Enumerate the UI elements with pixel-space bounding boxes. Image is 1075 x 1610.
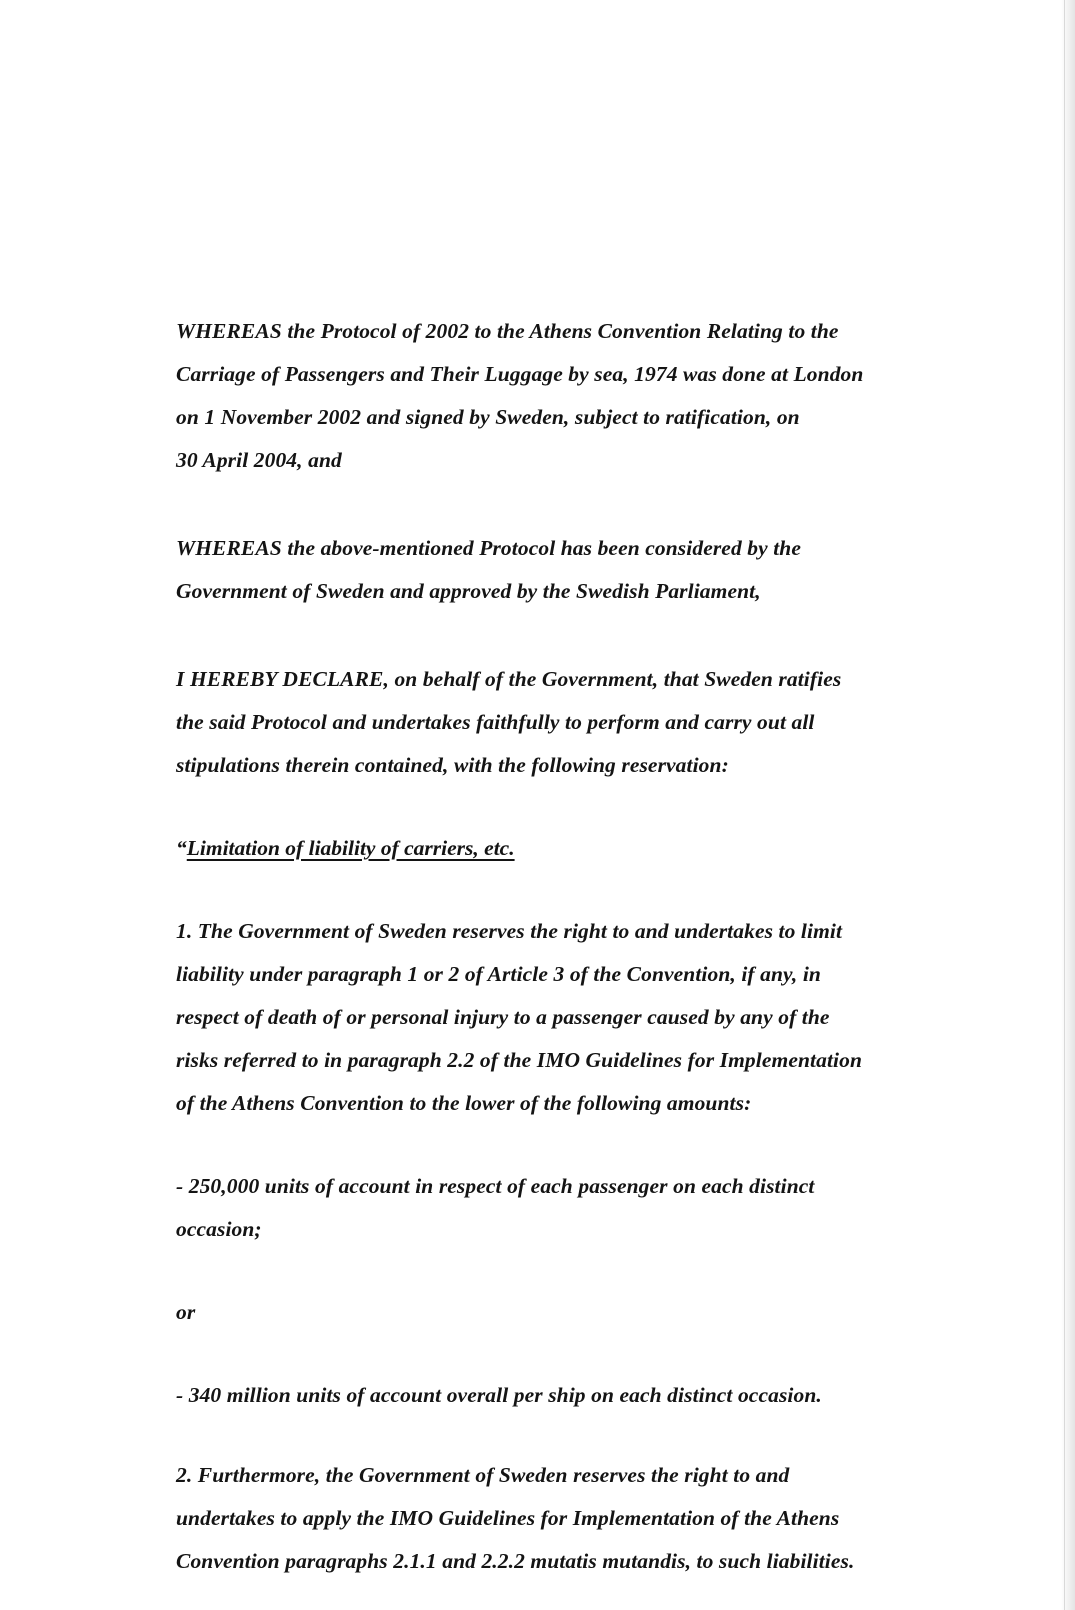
text-line: I HEREBY DECLARE, on behalf of the Government, that Sweden ratifies [176,667,842,691]
text-line: respect of death of or personal injury to a passenger caused by any of the [176,1005,830,1029]
text-line: - 250,000 units of account in respect of each passenger on each distinct [176,1174,815,1198]
text-line: - 340 million units of account overall per ship on each distinct occasion. [176,1383,822,1407]
text-line: Carriage of Passengers and Their Luggage by sea, 1974 was done at London [176,362,864,386]
text-line: the said Protocol and undertakes faithfully to perform and carry out all [176,710,815,734]
text-line: Convention paragraphs 2.1.1 and 2.2.2 mutatis mutandis, to such liabilities. [176,1549,855,1573]
opening-quote: “ [176,836,187,860]
text-line: undertakes to apply the IMO Guidelines for Implementation of the Athens [176,1506,840,1530]
text-line: occasion; [176,1217,262,1241]
whereas-protocol-paragraph [176,310,946,482]
document-body [176,310,946,1583]
text-line: liability under paragraph 1 or 2 of Article 3 of the Convention, if any, in [176,962,821,986]
text-line: WHEREAS the Protocol of 2002 to the Athens Convention Relating to the [176,319,839,343]
text-line: of the Athens Convention to the lower of the following amounts: [176,1091,752,1115]
text-line: 2. Furthermore, the Government of Sweden reserves the right to and [176,1463,790,1487]
amount-option-2 [176,1374,946,1417]
text-line: on 1 November 2002 and signed by Sweden, subject to ratification, on [176,405,800,429]
reservation-item-2 [176,1454,946,1583]
reservation-item-1 [176,910,946,1125]
text-line: or [176,1300,196,1324]
or-separator [176,1291,946,1334]
page-edge-line [1064,0,1065,1610]
declaration-paragraph [176,658,946,787]
text-line: WHEREAS the above-mentioned Protocol has been considered by the [176,536,802,560]
text-line: 1. The Government of Sweden reserves the right to and undertakes to limit [176,919,843,943]
text-line: stipulations therein contained, with the following reservation: [176,753,729,777]
reservation-heading [176,827,946,870]
text-line: 30 April 2004, and [176,448,342,472]
heading-text: Limitation of liability of carriers, etc. [186,836,515,860]
amount-option-1 [176,1165,946,1251]
text-line: Government of Sweden and approved by the Swedish Parliament, [176,579,761,603]
text-line: risks referred to in paragraph 2.2 of the IMO Guidelines for Implementation [176,1048,862,1072]
whereas-approval-paragraph [176,527,946,613]
